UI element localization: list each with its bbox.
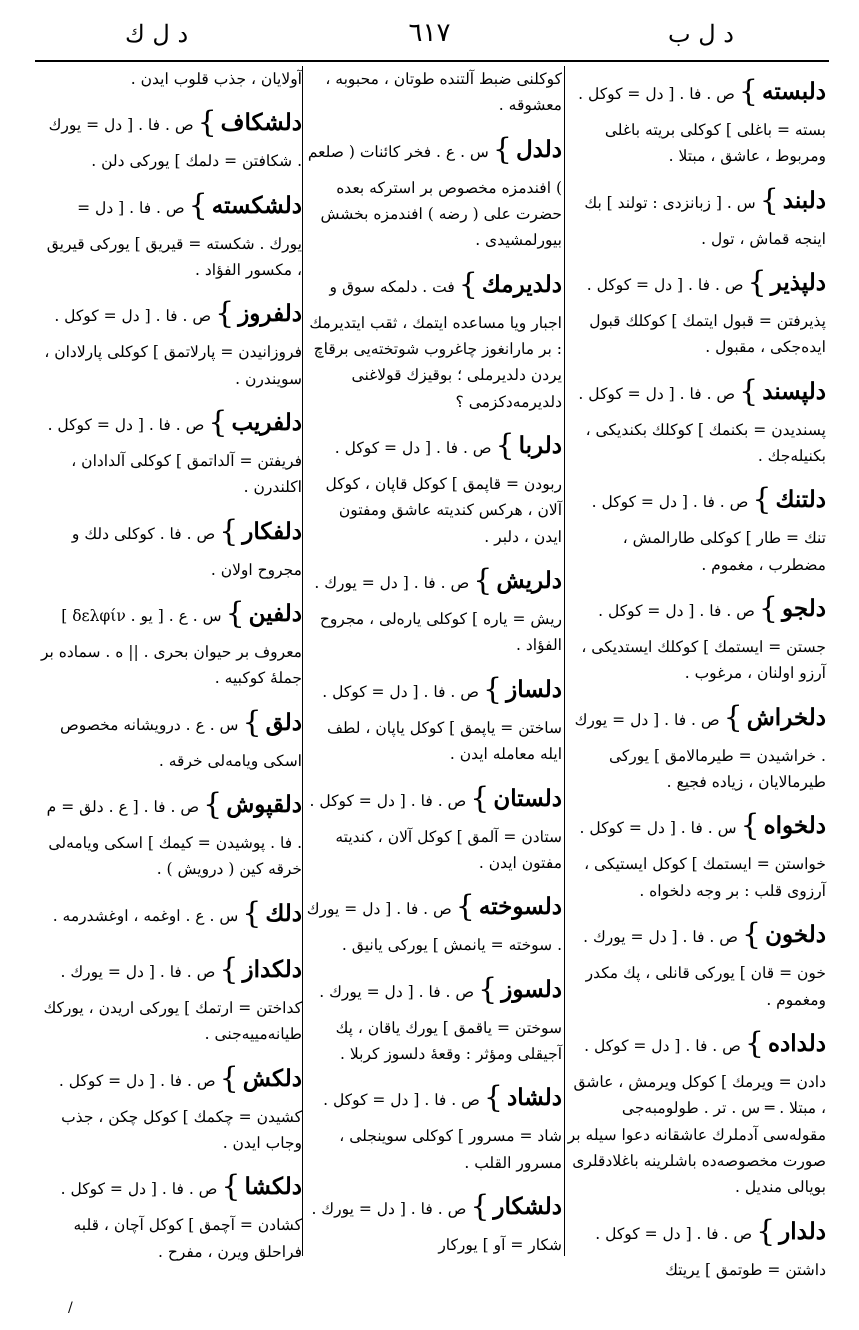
brace-mark: } [744, 1025, 764, 1061]
definition-text: ص . فا . [ دل = كوكل . ربودن = قاپمق ] كوكل قاپان ، كوكل آلان ، هركس كنديته عاشق ومفتون ايدن ، دلبر . [325, 439, 562, 546]
definition-text: ص . فا . [ دل = كوكل . پسنديدن = بكنمك ] كوكلك بكنديكى ، بكنيله‌جك . [578, 384, 826, 466]
definition-text: ص . فا . [ دل = كوكل . كشيدن = چكمك ] كوكل چكن ، جذب وجاب ايدن . [58, 1071, 302, 1152]
dictionary-entry [566, 800, 826, 904]
definition-text: ص . فا . [ دل = كوكل . جستن = ايستمك ] كوكلك ايستديكى ، آرزو اولنان ، مرغوب . [581, 602, 826, 683]
dictionary-entry [40, 944, 302, 1048]
column-middle [306, 66, 562, 1256]
dictionary-entry [566, 1018, 826, 1201]
headword: دلداده [767, 1029, 826, 1057]
headword: دلشكاف [220, 109, 302, 137]
dictionary-entry [40, 180, 302, 284]
running-head-right: د ل ب [668, 20, 734, 48]
brace-mark: } [483, 1080, 503, 1116]
dictionary-entry [306, 555, 562, 659]
brace-mark: } [483, 671, 503, 707]
column-left [40, 66, 302, 1261]
brace-mark: } [752, 482, 772, 518]
definition-text: ص . فا . [ دل = كوكل . بسته = باغلى ] كوكلى بريته باغلى ومربوط ، عاشق ، مبتلا . [578, 85, 826, 166]
definition-text: ص . فا . [ دل = كوكل . پذيرفتن = قبول ايتمك ] كوكلك قبول ايده‌جكى ، مقبول . [586, 276, 826, 357]
definition-text: ص . فا . [ دل = كوكل . دادن = ويرمك ] كوكل ويرمش ، عاشق ، مبتلا . ═ س . تر . طولومبه‌جى مقوله‌سى آدملرك عاشقانه دعوا سيله بر صورت مخصوصه‌ده باشلرينه باغلادقلرى بويالى منديل . [567, 1036, 826, 1197]
brace-mark: } [203, 787, 223, 823]
brace-mark: } [242, 895, 262, 931]
definition-text: ص . فا . [ دل = كوكل . كشادن = آچمق ] كوكل آچان ، قلبه فراحلق ويرن ، مفرح . [60, 1180, 302, 1261]
headword: دلفين [248, 600, 302, 628]
headword: دلفكار [242, 517, 302, 545]
page-number: ٦١٧ [408, 18, 451, 48]
definition-text: فت . دلمكه سوق و اجبار ويا مساعده ايتمك ، ثقب ايتديرمك : بر مارانغوز چاغروب شوتخته‌يى برقاچ يردن دلديرملى ؛ بوقيزك قولاغنى دلديرمه‌دكزمى ؟ [309, 277, 562, 411]
definition-text: ص . فا . [ دل = يورك . كداختن = ارتمك ] يوركى اريدن ، يوركك طيانه‌مييه‌جنى . [43, 962, 302, 1044]
definition-text: ص . فا . [ دل = كوكل . شاد = مسرور ] كوكلى سوينجلى ، مسرور القلب . [323, 1091, 562, 1172]
dictionary-entry [566, 257, 826, 361]
headword: دلق [265, 708, 302, 736]
dictionary-entry [306, 1181, 562, 1258]
brace-mark: } [495, 428, 515, 464]
dictionary-entry [306, 420, 562, 550]
definition-text: س . فا . [ دل = كوكل . خواستن = ايستمك ] كوكل ايستيكى ، آرزوى قلب : بر وجه دلخواه . [579, 819, 826, 900]
headword: دلساز [506, 675, 562, 703]
headword: دلبند [782, 186, 826, 214]
column-divider [564, 66, 565, 1256]
page-header [30, 18, 829, 58]
definition-text: ص . فا . [ دل = كوكل . ساختن = ياپمق ] كوكل ياپان ، لطف ايله معامله ايدن . [322, 682, 562, 764]
dictionary-entry [566, 66, 826, 170]
headword: دلتنك [775, 486, 826, 514]
headword: دلجو [782, 595, 826, 623]
definition-text: ص . فا . [ دل = يورك . شكار = آو ] يوركار [311, 1199, 562, 1254]
dictionary-entry [40, 66, 302, 92]
corner-mark: / [68, 1300, 73, 1316]
brace-mark: } [742, 917, 762, 953]
headword: دلشكار [493, 1192, 562, 1220]
headword: دلقپوش [226, 791, 302, 819]
headword: دلكشا [244, 1173, 302, 1201]
definition-text: ص . فا . [ دل = يورك . شكافتن = دلمك ] يوركى دلن . [48, 116, 302, 171]
brace-mark: } [458, 266, 478, 302]
headword: دلستان [493, 784, 562, 812]
definition-text: آولايان ، جذب قلوب ايدن . [130, 70, 302, 88]
brace-mark: } [756, 1213, 776, 1249]
dictionary-entry [566, 175, 826, 252]
brace-mark: } [221, 1169, 241, 1205]
dictionary-entry [566, 692, 826, 796]
headword: دلپذير [770, 269, 826, 297]
definition-text: ص . فا . [ دل = يورك . سوختن = ياقمق ] يورك ياقان ، پك آجيقلى ومؤثر : وقعهٔ دلسوز كربلا . [319, 982, 562, 1063]
dictionary-entry [40, 506, 302, 583]
dictionary-entry [566, 1206, 826, 1283]
brace-mark: } [208, 405, 228, 441]
headword: دلدل [515, 135, 562, 163]
brace-mark: } [492, 131, 512, 167]
headword: دلفريب [231, 409, 302, 437]
headword: دلشاد [506, 1084, 562, 1112]
brace-mark: } [470, 1188, 490, 1224]
headword: دلفروز [238, 300, 302, 328]
definition-text: ص . فا . [ دل = يورك . خراشيدن = طيرمالامق ] يوركى طيرمالايان ، زياده فجيع . [574, 710, 826, 792]
brace-mark: } [215, 296, 235, 332]
definition-text: ص . فا . [ دل = كوكل . فروزانيدن = پارلاتمق ] كوكلى پارلادان ، سويندرن . [44, 307, 302, 388]
definition-text: س . ع . درويشانه مخصوص اسكى ويامەلى خرقه . [59, 715, 302, 770]
headword: دلخراش [746, 703, 826, 731]
header-rule [35, 60, 829, 62]
brace-mark: } [723, 699, 743, 735]
dictionary-entry [306, 964, 562, 1068]
brace-mark: } [225, 596, 245, 632]
definition-text: ص . فا . [ دل = يورك . شكسته = قيريق ] يوركى قيريق ، مكسور الفؤاد . [46, 198, 302, 280]
brace-mark: } [455, 889, 475, 925]
brace-mark: } [738, 74, 759, 109]
dictionary-entry [306, 881, 562, 958]
headword: دلربا [518, 432, 562, 460]
brace-mark: } [758, 591, 779, 627]
headword: دلخون [765, 921, 826, 949]
dictionary-entry [306, 66, 562, 119]
definition-text: ص . فا . [ دل = كوكل . فريفتن = آلداتمق ] كوكلى آلدادان ، اكلندرن . [47, 416, 302, 497]
brace-mark: } [740, 808, 760, 844]
dictionary-entry [306, 259, 562, 415]
definition-text: س . ع . اوغمه ، اوغشدرمه . [52, 906, 239, 925]
dictionary-entry [40, 288, 302, 392]
headword: دلكداز [242, 955, 302, 983]
dictionary-entry [40, 1053, 302, 1157]
dictionary-entry [40, 397, 302, 501]
definition-text: ص . فا . [ دل = كوكل . تنك = طار ] كوكلى طارالمش ، مضطرب ، مغموم . [591, 493, 826, 574]
brace-mark: } [219, 1060, 239, 1096]
dictionary-entry [306, 124, 562, 254]
brace-mark: } [759, 182, 779, 218]
definition-text: س . [ زبانزدى : تولند ] بك اينجه قماش ، تول . [584, 193, 826, 248]
dictionary-entry [40, 1161, 302, 1265]
brace-mark: } [242, 704, 262, 740]
headword: دلبسته [762, 78, 826, 105]
column-right [566, 66, 826, 1279]
headword: دلك [265, 899, 302, 927]
definition-text: ص . فا . [ دل = كوكل . ستادن = آلمق ] كوكل آلان ، كنديته مفتون ايدن . [309, 791, 562, 872]
definition-text: ص . فا . [ دل = يورك . ريش = ياره ] كوكلى يارەلى ، مجروح الفؤاد . [314, 574, 562, 655]
definition-text: ص . فا . كوكلى دلك و مجروح اولان . [71, 524, 302, 579]
brace-mark: } [197, 105, 217, 141]
headword: دلدار [779, 1217, 826, 1245]
definition-text: ص . فا . [ دل = كوكل . داشتن = طوتمق ] يريتك [595, 1224, 826, 1279]
definition-text: ص . فا . [ دل = يورك . خون = قان ] يوركى قانلى ، پك مكدر ومغموم . [583, 928, 826, 1009]
dictionary-entry [40, 779, 302, 883]
dictionary-entry [40, 697, 302, 774]
dictionary-entry [566, 474, 826, 578]
headword: دلريش [496, 567, 562, 595]
headword: دلديرمك [481, 270, 562, 298]
headword: دلسوز [501, 975, 562, 1003]
brace-mark: } [473, 563, 493, 599]
brace-mark: } [219, 951, 239, 987]
definition-text: ص . فا . [ ع . دلق = م . فا . پوشيدن = كيمك ] اسكى ويامەلى خرقه كين ( درويش ) . [46, 798, 302, 879]
brace-mark: } [219, 513, 239, 549]
definition-text: س . ع . فخر كائنات ( صلعم ) افندمزه مخصوص بر استركه بعده حضرت على ( رضه ) افندمزه بخشش بيورلمشيدى . [307, 142, 562, 250]
brace-mark: } [739, 373, 759, 409]
brace-mark: } [188, 187, 208, 223]
brace-mark: } [470, 780, 490, 816]
dictionary-entry [40, 97, 302, 174]
headword: دلخواه [763, 812, 826, 840]
dictionary-entry [306, 1072, 562, 1176]
brace-mark: } [747, 265, 767, 301]
column-divider [302, 66, 303, 1256]
headword: دلكش [242, 1064, 302, 1092]
definition-text: س . ع . [ يو . δελφίν ] معروف بر حيوان بحرى . || ه . سماده بر جملهٔ كوكبيه . [40, 607, 302, 688]
definition-text: ص . فا . [ دل = يورك . سوخته = يانمش ] يوركى يانيق . [306, 900, 562, 955]
dictionary-entry [566, 583, 826, 687]
dictionary-entry [40, 888, 302, 939]
dictionary-entry [566, 909, 826, 1013]
headword: دلسوخته [478, 893, 562, 921]
brace-mark: } [478, 971, 498, 1007]
dictionary-entry [306, 773, 562, 877]
headword: دلپسند [762, 377, 826, 405]
headword: دلشكسته [211, 191, 302, 219]
definition-text: كوكلنى ضبط آلتنده طوتان ، محبوبه ، معشوقه . [325, 70, 562, 115]
running-head-left: د ل ك [125, 20, 189, 48]
dictionary-entry [566, 366, 826, 470]
dictionary-entry [40, 588, 302, 692]
dictionary-entry [306, 664, 562, 768]
